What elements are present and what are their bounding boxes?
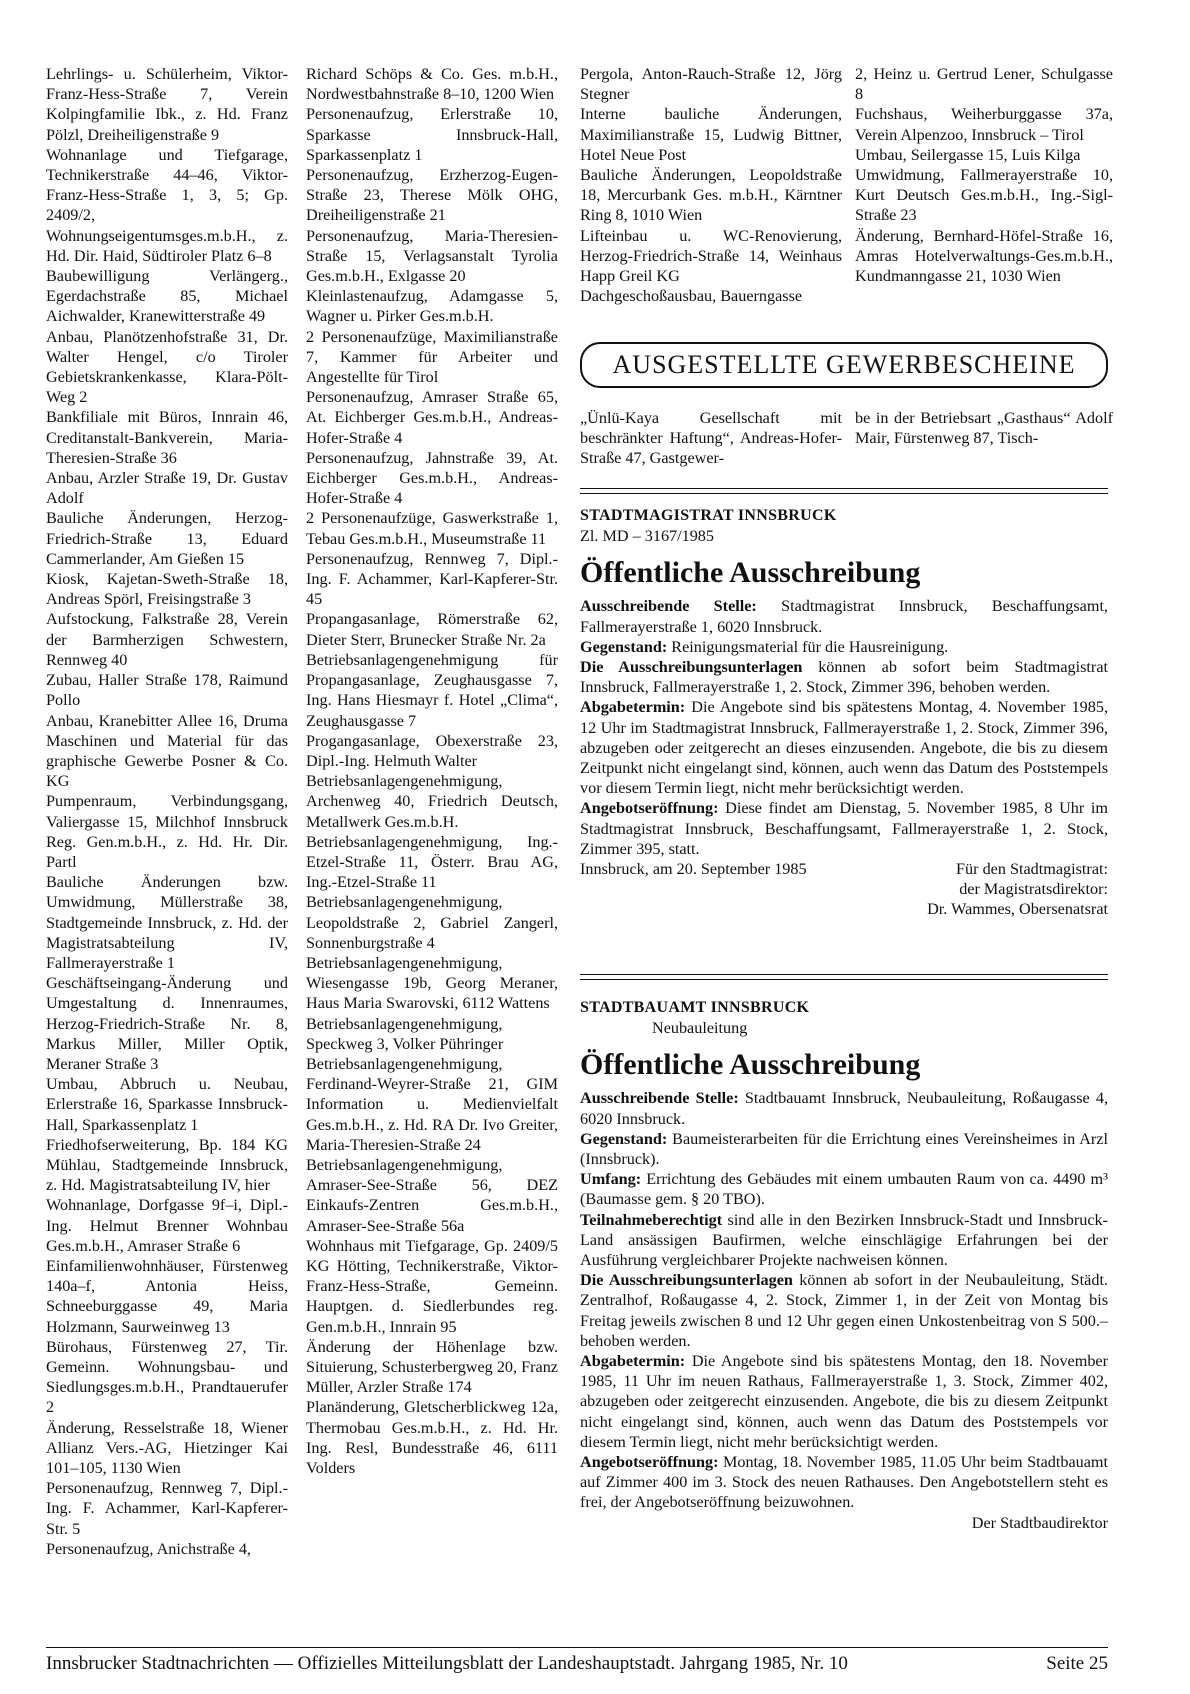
footer-divider — [46, 1647, 1108, 1648]
list-item: Richard Schöps & Co. Ges. m.b.H., Nordwestbahnstraße 8–10, 1200 Wien — [306, 65, 558, 104]
list-item: Anbau, Arzler Straße 19, Dr. Gustav Adolf — [46, 469, 288, 508]
notice-paragraph — [580, 1270, 1108, 1351]
column-4 — [855, 64, 1113, 286]
list-item: Betriebsanlagengenehmigung, Ferdinand-Weyrer-Straße 21, GIM Information u. Medienvielfalt Ges.m.b.H., z. Hd. RA Dr. Ivo Greiter, Maria-Theresien-Straße 24 — [306, 1054, 558, 1154]
list-item: Bauliche Änderungen, Leopoldstraße 18, Mercurbank Ges. m.b.H., Kärntner Ring 8, 1010 Wien — [580, 166, 842, 225]
page-footer — [46, 1652, 1108, 1676]
list-item: 2, Heinz u. Gertrud Lener, Schulgasse 8 — [855, 65, 1113, 104]
list-item: Aufstockung, Falkstraße 28, Verein der Barmherzigen Schwestern, Rennweg 40 — [46, 610, 288, 669]
list-item: Personenaufzug, Jahnstraße 39, At. Eichberger Ges.m.b.H., Andreas-Hofer-Straße 4 — [306, 448, 558, 508]
notice-org: STADTMAGISTRAT INNSBRUCK — [580, 507, 837, 524]
list-item: Einfamilienwohnhäuser, Fürstenweg 140a–f, Antonia Heiss, Schneeburggasse 49, Maria Holzmann, Saurweinweg 13 — [46, 1256, 288, 1336]
column-1 — [46, 64, 288, 1559]
section-divider — [580, 488, 1108, 494]
notice-label: Gegenstand: — [580, 637, 668, 656]
notice-label: Ausschreibende Stelle: — [580, 1089, 739, 1108]
list-item: Personenaufzug, Rennweg 7, Dipl.-Ing. F. Achammer, Karl-Kapferer-Str. 5 — [46, 1479, 288, 1538]
list-item: Änderung der Höhenlage bzw. Situierung, Schusterbergweg 20, Franz Müller, Arzler Straße 174 — [306, 1337, 558, 1397]
list-item: 2 Personenaufzüge, Gaswerkstraße 1, Tebau Ges.m.b.H., Museumstraße 11 — [306, 509, 558, 548]
notice-text: Reinigungsmaterial für die Hausreinigung. — [667, 637, 949, 656]
notice-paragraph — [580, 657, 1108, 697]
list-item: Interne bauliche Änderungen, Maximilianstraße 15, Ludwig Bittner, Hotel Neue Post — [580, 105, 842, 164]
notice-paragraph — [580, 1129, 1108, 1169]
notice-text: Diese findet am Dienstag, 5. November 1985, 8 Uhr im Stadtmagistrat Innsbruck, Beschaffungsamt, Fallmerayerstraße 1, 2. Stock, Zimmer 395, statt. — [580, 799, 1108, 858]
list-item: Betriebsanlagengenehmigung, Leopoldstraße 2, Gabriel Zangerl, Sonnenburgstraße 4 — [306, 893, 558, 952]
notice-paragraph — [580, 596, 1108, 636]
notice-paragraph — [580, 637, 1108, 657]
notice-label: Angebotseröffnung: — [580, 799, 719, 818]
notice-label: Abgabetermin: — [580, 1352, 686, 1371]
notice-text: Die Angebote sind bis spätestens Montag, den 18. November 1985, 11 Uhr im neuen Rathaus, Fallmerayerstraße 1, 3. Stock, Zimmer 402, abzugeben oder zeitgerecht einzusenden. Angebote, die bis zu diesem Zeitpunkt nicht eingelangt sind, können, auch wenn das Datum des Poststempels vor diesem Termin liegt, nicht mehr berücksichtigt werden. — [580, 1352, 1108, 1451]
notice-text: können ab sofort beim Stadtmagistrat Innsbruck, Fallmerayerstraße 1, 2. Stock, Zimmer 396, behoben werden. — [580, 658, 1109, 697]
list-item: Personenaufzug, Erlerstraße 10, Sparkasse Innsbruck-Hall, Sparkassenplatz 1 — [306, 105, 558, 164]
list-item: Pergola, Anton-Rauch-Straße 12, Jörg Stegner — [580, 65, 842, 104]
list-item: Bauliche Änderungen, Herzog-Friedrich-Straße 13, Eduard Cammerlander, Am Gießen 15 — [46, 509, 288, 568]
list-item: Lehrlings- u. Schülerheim, Viktor-Franz-Hess-Straße 7, Verein Kolpingfamilie Ibk., z. Hd. Franz Pölzl, Dreiheiligenstraße 9 — [46, 65, 288, 144]
notice-reference: Zl. MD – 3167/1985 — [580, 527, 714, 546]
notice-signature-line: Der Stadtbaudirektor — [971, 1513, 1108, 1532]
notice-text: Stadtmagistrat Innsbruck, Beschaffungsamt, Fallmerayerstraße 1, 6020 Innsbruck. — [580, 597, 1108, 636]
list-item: Wohnanlage, Dorfgasse 9f–i, Dipl.-Ing. Helmut Brenner Wohnbau Ges.m.b.H., Amraser Straße 6 — [46, 1196, 288, 1255]
notice-label: Ausschreibende Stelle: — [580, 597, 757, 616]
list-item: Umwidmung, Fallmerayerstraße 10, Kurt Deutsch Ges.m.b.H., Ing.-Sigl-Straße 23 — [855, 166, 1113, 225]
notice-title: Öffentliche Ausschreibung — [580, 1048, 921, 1082]
list-item: Friedhofserweiterung, Bp. 184 KG Mühlau, Stadtgemeinde Innsbruck, z. Hd. Magistratsabteilung IV, hier — [46, 1135, 288, 1195]
gewerbescheine-banner: AUSGESTELLTE GEWERBESCHEINE — [580, 342, 1108, 388]
notice-paragraph — [580, 697, 1108, 798]
notice-paragraph — [580, 1210, 1108, 1271]
list-item: Umbau, Seilergasse 15, Luis Kilga — [855, 145, 1081, 164]
notice-signature-line: Für den Stadtmagistrat: — [956, 860, 1108, 879]
gewerbe-entry-right: be in der Betriebsart „Gasthaus“ Adolf Mair, Fürstenweg 87, Tisch- — [855, 409, 1113, 448]
notice-label: Gegenstand: — [580, 1129, 668, 1148]
notice-text: Die Angebote sind bis spätestens Montag, 4. November 1985, 12 Uhr im Stadtmagistrat Innsbruck, Fallmerayerstraße 1, 2. Stock, Zimmer 396, abzugeben oder zeitgerecht an dieses einzusenden. Angebote, die bis zu diesem Zeitpunkt nicht eingelangt sind, können, auch wenn das Datum des Poststempels vor diesem Termin liegt, nicht mehr berücksichtigt werden. — [580, 698, 1108, 798]
notice-signature-line: Dr. Wammes, Obersenatsrat — [927, 900, 1108, 919]
list-item: Betriebsanlagengenehmigung, Archenweg 40, Friedrich Deutsch, Metallwerk Ges.m.b.H. — [306, 772, 558, 831]
list-item: Umbau, Abbruch u. Neubau, Erlerstraße 16, Sparkasse Innsbruck-Hall, Sparkassenplatz 1 — [46, 1075, 288, 1134]
notice-text: Baumeisterarbeiten für die Errichtung eines Vereinsheimes in Arzl (Innsbruck). — [580, 1129, 1108, 1169]
list-item: Betriebsanlagengenehmigung, Speckweg 3, Volker Pühringer — [306, 1014, 504, 1053]
list-item: Zubau, Haller Straße 178, Raimund Pollo — [46, 671, 288, 710]
list-item: Baubewilligung Verlängerg., Egerdachstraße 85, Michael Aichwalder, Kranewitterstraße 49 — [46, 267, 288, 326]
list-item: Fuchshaus, Weiherburggasse 37a, Verein Alpenzoo, Innsbruck – Tirol — [855, 105, 1113, 144]
list-item: Geschäftseingang-Änderung und Umgestaltung d. Innenraumes, Herzog-Friedrich-Straße Nr. 8, Markus Miller, Miller Optik, Meraner Straße 3 — [46, 974, 288, 1073]
notice-paragraph — [580, 1351, 1108, 1452]
list-item: Bauliche Änderungen bzw. Umwidmung, Müllerstraße 38, Stadtgemeinde Innsbruck, z. Hd. der Magistratsabteilung IV, Fallmerayerstraße 1 — [46, 873, 288, 972]
list-item: Pumpenraum, Verbindungsgang, Valiergasse 15, Milchhof Innsbruck Reg. Gen.m.b.H., z. Hd. Hr. Dir. Partl — [46, 792, 288, 871]
notice-place-date: Innsbruck, am 20. September 1985 — [580, 860, 807, 879]
notice-text: sind alle in den Bezirken Innsbruck-Stadt und Innsbruck-Land ansässigen Baufirmen, welche einschlägige Erfahrungen bei der Ausführung vergleichbarer Projekte nachweisen können. — [580, 1210, 1108, 1270]
list-item: Betriebsanlagengenehmigung, Ing.-Etzel-Straße 11, Österr. Brau AG, Ing.-Etzel-Straße 11 — [306, 832, 558, 892]
list-item: Personenaufzug, Amraser Straße 65, At. Eichberger Ges.m.b.H., Andreas-Hofer-Straße 4 — [306, 388, 558, 447]
list-item: Personenaufzug, Maria-Theresien-Straße 15, Verlagsanstalt Tyrolia Ges.m.b.H., Exlgasse 20 — [306, 226, 558, 286]
section-divider — [580, 974, 1108, 980]
list-item: 2 Personenaufzüge, Maximilianstraße 7, Kammer für Arbeiter und Angestellte für Tirol — [306, 327, 558, 387]
notice-paragraph — [580, 1088, 1108, 1128]
list-item: Betriebsanlagengenehmigung, Wiesengasse 19b, Georg Meraner, Haus Maria Swarovski, 6112 Wattens — [306, 953, 558, 1013]
list-item: Kiosk, Kajetan-Sweth-Straße 18, Andreas Spörl, Freisingstraße 3 — [46, 570, 288, 609]
list-item: Wohnanlage und Tiefgarage, Technikerstraße 44–46, Viktor-Franz-Hess-Straße 1, 3, 5; Gp. 2409/2, Wohnungseigentumsges.m.b.H., z. Hd. Dir. Haid, Südtiroler Platz 6–8 — [46, 145, 288, 265]
list-item: Dachgeschoßausbau, Bauerngasse — [580, 287, 803, 306]
list-item: Betriebsanlagengenehmigung für Propangasanlage, Zeughausgasse 7, Ing. Hans Hiesmayr f. Hotel „Clima“, Zeughausgasse 7 — [306, 650, 558, 730]
list-item: Personenaufzug, Anichstraße 4, — [46, 1539, 251, 1558]
gewerbe-entry-left: „Ünlü-Kaya Gesellschaft mit beschränkter Haftung“, Andreas-Hofer-Straße 47, Gastgewer- — [580, 409, 842, 468]
list-item: Bankfiliale mit Büros, Innrain 46, Creditanstalt-Bankverein, Maria-Theresien-Straße 36 — [46, 408, 288, 467]
page-number: Seite 25 — [1046, 1653, 1108, 1674]
notice-org: STADTBAUAMT INNSBRUCK — [580, 999, 810, 1016]
notice-label: Abgabetermin: — [580, 698, 686, 717]
column-2 — [306, 64, 558, 1478]
notice-text: Stadtbauamt Innsbruck, Neubauleitung, Roßaugasse 4, 6020 Innsbruck. — [580, 1089, 1108, 1128]
notice-text: können ab sofort in der Neubauleitung, Städt. Zentralhof, Roßaugasse 4, 2. Stock, Zimmer 1, in der Zeit von Montag bis Freitag jeweils zwischen 8 und 12 Uhr gegen einen Unkostenbeitrag von S 500.– behoben werden. — [580, 1271, 1108, 1350]
notice-title: Öffentliche Ausschreibung — [580, 556, 921, 590]
list-item: Progangasanlage, Obexerstraße 23, Dipl.-Ing. Helmuth Walter — [306, 731, 558, 770]
notice-label: Die Ausschreibungsunterlagen — [580, 1271, 793, 1290]
column-3 — [580, 64, 842, 306]
list-item: Bürohaus, Fürstenweg 27, Tir. Gemeinn. Wohnungsbau- und Siedlungsges.m.b.H., Prandtauerufer 2 — [46, 1337, 288, 1417]
notice-label: Die Ausschreibungsunterlagen — [580, 658, 803, 677]
notice-stadtbauamt — [580, 998, 1108, 1533]
list-item: Personenaufzug, Erzherzog-Eugen-Straße 23, Therese Mölk OHG, Dreiheiligenstraße 21 — [306, 166, 558, 225]
list-item: Personenaufzug, Rennweg 7, Dipl.-Ing. F. Achammer, Karl-Kapferer-Str. 45 — [306, 549, 558, 609]
list-item: Wohnhaus mit Tiefgarage, Gp. 2409/5 KG Hötting, Technikerstraße, Viktor-Franz-Hess-Straße, Gemeinn. Hauptgen. d. Siedlerbundes reg. Gen.m.b.H., Innrain 95 — [306, 1236, 558, 1336]
notice-label: Angebotseröffnung: — [580, 1453, 719, 1472]
notice-text: Errichtung des Gebäudes mit einem umbauten Raum von ca. 4490 m³ (Baumasse gem. § 20 TBO). — [580, 1170, 1108, 1209]
notice-paragraph — [580, 798, 1108, 859]
list-item: Kleinlastenaufzug, Adamgasse 5, Wagner u. Pirker Ges.m.b.H. — [306, 287, 558, 326]
list-item: Lifteinbau u. WC-Renovierung, Herzog-Friedrich-Straße 14, Weinhaus Happ Greil KG — [580, 226, 842, 286]
list-item: Anbau, Planötzenhofstraße 31, Dr. Walter Hengel, c/o Tiroler Gebietskrankenkasse, Klara-Pölt-Weg 2 — [46, 327, 288, 407]
footer-publication: Innsbrucker Stadtnachrichten — Offizielles Mitteilungsblatt der Landeshauptstadt. Jahrgang 1985, Nr. 10 — [46, 1653, 848, 1674]
list-item: Betriebsanlagengenehmigung, Amraser-See-Straße 56, DEZ Einkaufs-Zentren Ges.m.b.H., Amraser-See-Straße 56a — [306, 1155, 558, 1235]
notice-label: Teilnahmeberechtigt — [580, 1210, 723, 1229]
notice-label: Umfang: — [580, 1170, 642, 1189]
notice-signature-line: der Magistratsdirektor: — [959, 880, 1108, 899]
list-item: Propangasanlage, Römerstraße 62, Dieter Sterr, Brunecker Straße Nr. 2a — [306, 610, 558, 649]
notice-paragraph — [580, 1169, 1108, 1209]
list-item: Änderung, Resselstraße 18, Wiener Allianz Vers.-AG, Hietzinger Kai 101–105, 1130 Wien — [46, 1418, 288, 1478]
list-item: Änderung, Bernhard-Höfel-Straße 16, Amras Hotelverwaltungs-Ges.m.b.H., Kundmanngasse 21, 1030 Wien — [855, 226, 1113, 286]
notice-stadtmagistrat — [580, 506, 1108, 920]
list-item: Planänderung, Gletscherblickweg 12a, Thermobau Ges.m.b.H., z. Hd. Hr. Ing. Resl, Bundesstraße 46, 6111 Volders — [306, 1398, 558, 1478]
notice-paragraph — [580, 1452, 1108, 1513]
notice-text: Montag, 18. November 1985, 11.05 Uhr beim Stadtbauamt auf Zimmer 400 im 3. Stock des neuen Rathauses. Den Angebotstellern steht es frei, der Angebotseröffnung beizuwohnen. — [580, 1453, 1108, 1512]
list-item: Anbau, Kranebitter Allee 16, Druma Maschinen und Material für das graphische Gewerbe Posner & Co. KG — [46, 711, 288, 791]
notice-department: Neubauleitung — [652, 1019, 748, 1038]
